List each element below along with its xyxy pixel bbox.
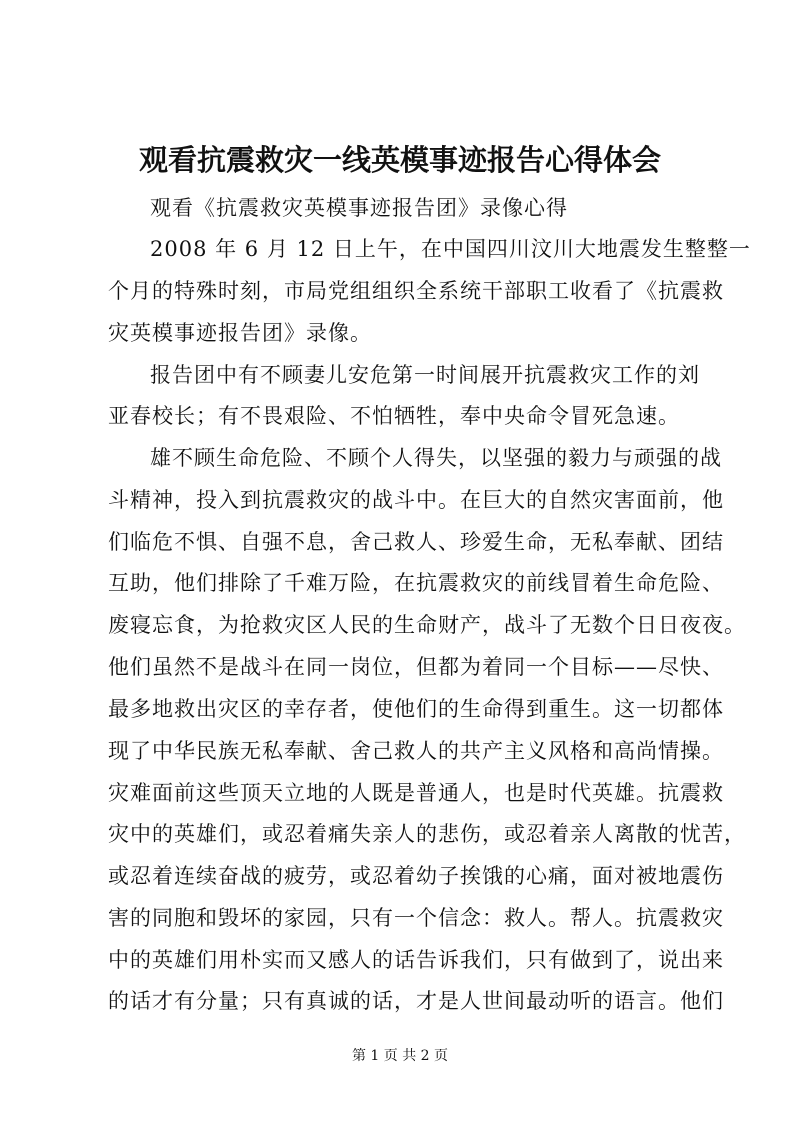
subtitle-line: 观看《抗震救灾英模事迹报告团》录像心得 — [150, 196, 568, 220]
body-line-5: 亚春校长；有不畏艰险、不怕牺牲，奉中央命令冒死急速。 — [108, 404, 680, 428]
body-line-3: 灾英模事迹报告团》录像。 — [108, 321, 372, 345]
body-line-11: 他们虽然不是战斗在同一岗位，但都为着同一个目标——尽快、 — [108, 655, 724, 679]
body-line-2: 个月的特殊时刻，市局党组组织全系统干部职工收看了《抗震救 — [108, 279, 724, 303]
body-line-10: 废寝忘食，为抢救灾区人民的生命财产，战斗了无数个日日夜夜。 — [108, 613, 746, 637]
body-line-1: 2008 年 6 月 12 日上午，在中国四川汶川大地震发生整整一 — [150, 237, 751, 261]
body-line-7: 斗精神，投入到抗震救灾的战斗中。在巨大的自然灾害面前，他 — [108, 488, 724, 512]
page-number-footer: 第 1 页 共 2 页 — [351, 1048, 449, 1064]
body-line-6: 雄不顾生命危险、不顾个人得失，以坚强的毅力与顽强的战 — [150, 446, 722, 470]
body-line-15: 灾中的英雄们，或忍着痛失亲人的悲伤，或忍着亲人离散的忧苦， — [108, 822, 746, 846]
document-title: 观看抗震救灾一线英模事迹报告心得体会 — [138, 143, 661, 177]
body-line-17: 害的同胞和毁坏的家园，只有一个信念：救人。帮人。抗震救灾 — [108, 906, 724, 930]
body-line-18: 中的英雄们用朴实而又感人的话告诉我们，只有做到了，说出来 — [108, 948, 724, 972]
body-line-4: 报告团中有不顾妻儿安危第一时间展开抗震救灾工作的刘 — [150, 363, 700, 387]
body-line-14: 灾难面前这些顶天立地的人既是普通人，也是时代英雄。抗震救 — [108, 781, 724, 805]
body-line-13: 现了中华民族无私奉献、舍己救人的共产主义风格和高尚情操。 — [108, 739, 724, 763]
body-line-12: 最多地救出灾区的幸存者，使他们的生命得到重生。这一切都体 — [108, 697, 724, 721]
body-line-9: 互助，他们排除了千难万险，在抗震救灾的前线冒着生命危险、 — [108, 571, 724, 595]
body-line-16: 或忍着连续奋战的疲劳，或忍着幼子挨饿的心痛，面对被地震伤 — [108, 864, 724, 888]
body-line-19: 的话才有分量；只有真诚的话，才是人世间最动听的语言。他们 — [108, 989, 724, 1013]
body-line-8: 们临危不惧、自强不息，舍己救人、珍爱生命，无私奉献、团结 — [108, 530, 724, 554]
